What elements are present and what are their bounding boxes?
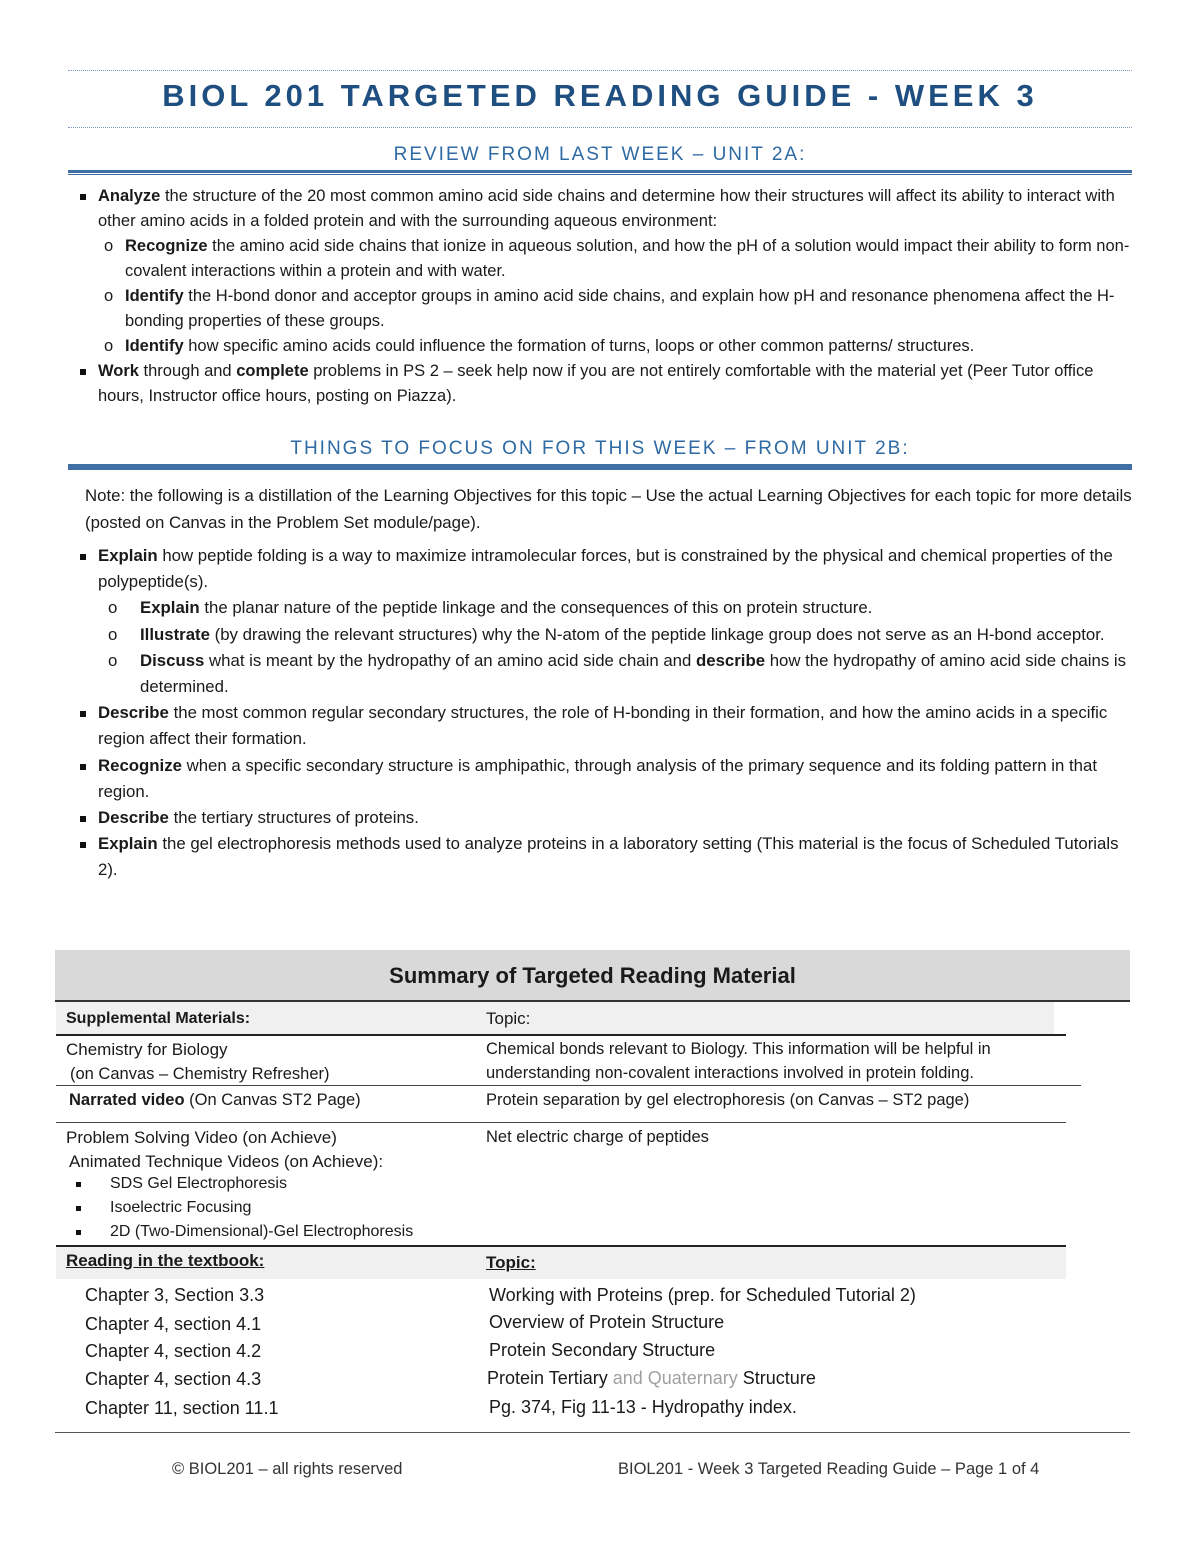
list-item	[68, 831, 1133, 883]
list-item	[68, 543, 1133, 595]
list-item	[76, 1172, 413, 1196]
objective-text: the amino acid side chains that ionize in aqueous solution, and how the pH of a solution would impact their ability to form non-covalent interactions within a protein and with water.	[125, 237, 1130, 280]
focus-heading: THINGS TO FOCUS ON FOR THIS WEEK – FROM UNIT 2B:	[290, 438, 910, 459]
objective-text: the tertiary structures of proteins.	[168, 808, 419, 828]
objective-verb: Work	[98, 362, 139, 380]
circle-bullet-icon: o	[108, 650, 118, 670]
topic-header: Topic:	[486, 1009, 531, 1028]
reading-chapter: Chapter 4, section 4.3	[85, 1369, 262, 1389]
objective-verb: Explain	[140, 598, 200, 618]
objective-verb: Describe	[98, 808, 169, 828]
footer-page-info: BIOL201 - Week 3 Targeted Reading Guide – Page 1 of 4	[618, 1460, 1040, 1478]
reading-topic-part: Protein Tertiary	[487, 1368, 613, 1388]
focus-list	[68, 543, 1133, 884]
square-bullet-icon	[76, 1182, 81, 1187]
list-item	[68, 359, 1133, 409]
narrated-video-location: (On Canvas ST2 Page)	[184, 1091, 361, 1109]
reading-chapter: Chapter 4, section 4.2	[85, 1341, 262, 1361]
square-bullet-icon	[76, 1230, 81, 1235]
square-bullet-icon	[80, 711, 86, 717]
list-item	[68, 334, 1133, 359]
objective-verb: Discuss	[140, 650, 205, 670]
reading-topic	[487, 1364, 816, 1392]
objective-verb: Identify	[125, 337, 184, 355]
circle-bullet-icon: o	[104, 337, 114, 355]
reading-topic-part: Structure	[737, 1368, 816, 1388]
problem-solving-topic: Net electric charge of peptides	[486, 1128, 709, 1146]
row-divider	[56, 1122, 1066, 1123]
title-dotted-rule	[68, 127, 1132, 128]
reading-chapter: Chapter 11, section 11.1	[85, 1398, 279, 1418]
chemistry-location: (on Canvas – Chemistry Refresher)	[70, 1065, 330, 1083]
reading-topic-header: Topic:	[486, 1253, 536, 1272]
animated-videos: Animated Technique Videos (on Achieve):	[69, 1152, 384, 1171]
list-item	[68, 700, 1133, 752]
square-bullet-icon	[80, 764, 86, 770]
square-bullet-icon	[80, 194, 86, 200]
reading-topic: Protein Secondary Structure	[489, 1340, 716, 1360]
circle-bullet-icon: o	[108, 598, 118, 618]
table-bottom-rule	[55, 1432, 1130, 1433]
review-heading: REVIEW FROM LAST WEEK – UNIT 2A:	[393, 144, 807, 165]
square-bullet-icon	[76, 1206, 81, 1211]
circle-bullet-icon: o	[104, 287, 114, 305]
narrated-video-label: Narrated video	[69, 1091, 185, 1109]
list-item	[68, 284, 1133, 334]
learning-objectives-note: Note: the following is a distillation of the Learning Objectives for this topic – Use the actual Learning Objectives for each topic for more details (posted on Canvas in the Problem Set module/page).	[85, 486, 1132, 532]
objective-text: the H-bond donor and acceptor groups in amino acid side chains, and explain how pH and resonance phenomena affect the H-bonding properties of these groups.	[125, 287, 1115, 330]
objective-text: the gel electrophoresis methods used to analyze proteins in a laboratory setting (This material is the focus of Scheduled Tutorials 2).	[98, 834, 1119, 880]
objective-verb: Analyze	[98, 187, 161, 205]
supplemental-header: Supplemental Materials:	[66, 1010, 251, 1027]
list-item	[68, 595, 1133, 621]
objective-text: how the hydropathy of amino acid side chains is determined.	[140, 650, 1127, 697]
reading-topic: Overview of Protein Structure	[489, 1312, 725, 1332]
reading-topic-part: and Quaternary	[612, 1368, 738, 1388]
list-item	[76, 1220, 413, 1244]
objective-verb: Recognize	[98, 755, 182, 775]
reading-topic: Working with Proteins (prep. for Scheduled Tutorial 2)	[489, 1285, 916, 1305]
focus-heading-rule	[68, 464, 1132, 470]
review-heading-rule	[68, 170, 1132, 175]
objective-text: problems in PS 2 – seek help now if you are not entirely comfortable with the material yet (Peer Tutor office hours, Instructor office hours, posting on Piazza).	[98, 362, 1094, 405]
square-bullet-icon	[80, 369, 86, 375]
page-title: BIOL 201 TARGETED READING GUIDE - WEEK 3	[162, 78, 1038, 113]
objective-verb: complete	[236, 362, 309, 380]
objective-text: what is meant by the hydropathy of an amino acid side chain and	[204, 650, 696, 670]
objective-verb: describe	[696, 650, 766, 670]
objective-text: how specific amino acids could influence the formation of turns, loops or other common patterns/ structures.	[183, 337, 975, 355]
circle-bullet-icon: o	[108, 624, 118, 644]
technique-video-title: Isoelectric Focusing	[110, 1199, 252, 1216]
reading-topic: Pg. 374, Fig 11-13 - Hydropathy index.	[489, 1397, 797, 1417]
square-bullet-icon	[80, 842, 86, 848]
reading-chapter: Chapter 3, Section 3.3	[85, 1285, 265, 1305]
objective-text: when a specific secondary structure is amphipathic, through analysis of the primary sequence and its folding pattern in that region.	[98, 755, 1098, 801]
footer-copyright: © BIOL201 – all rights reserved	[172, 1460, 403, 1478]
objective-text: the planar nature of the peptide linkage and the consequences of this on protein structure.	[199, 598, 873, 618]
list-item	[68, 184, 1133, 234]
list-item	[68, 234, 1133, 284]
review-list	[68, 184, 1133, 409]
chemistry-topic: Chemical bonds relevant to Biology. This information will be helpful in understanding non-covalent interactions involved in protein folding.	[486, 1040, 991, 1082]
circle-bullet-icon: o	[104, 237, 114, 255]
summary-heading: Summary of Targeted Reading Material	[55, 950, 1130, 1002]
list-item	[68, 648, 1133, 700]
objective-verb: Explain	[98, 834, 158, 854]
square-bullet-icon	[80, 554, 86, 560]
objective-text: the most common regular secondary structures, the role of H-bonding in their formation, and how the amino acids in a specific region affect their formation.	[98, 703, 1108, 749]
reading-header: Reading in the textbook:	[66, 1251, 265, 1270]
list-item	[76, 1196, 413, 1220]
objective-text: through and	[138, 362, 237, 380]
objective-text: (by drawing the relevant structures) why the N-atom of the peptide linkage group does not serve as an H-bond acceptor.	[209, 624, 1105, 644]
objective-verb: Identify	[125, 287, 184, 305]
objective-verb: Explain	[98, 546, 158, 565]
technique-video-list	[76, 1172, 413, 1244]
list-item	[68, 622, 1133, 648]
objective-verb: Recognize	[125, 237, 208, 255]
problem-solving-video: Problem Solving Video (on Achieve)	[66, 1128, 337, 1147]
row-divider	[56, 1085, 1081, 1086]
objective-text: how peptide folding is a way to maximize intramolecular forces, but is constrained by the physical and chemical properties of the polypeptide(s).	[98, 546, 1113, 592]
objective-text: the structure of the 20 most common amino acid side chains and determine how their structures will affect its ability to interact with other amino acids in a folded protein and with the surrounding aqueous environment:	[98, 187, 1115, 230]
narrated-video-topic: Protein separation by gel electrophoresis (on Canvas – ST2 page)	[486, 1091, 970, 1109]
chemistry-title: Chemistry for Biology	[66, 1040, 228, 1059]
objective-verb: Describe	[98, 703, 169, 723]
technique-video-title: 2D (Two-Dimensional)-Gel Electrophoresis	[110, 1223, 414, 1240]
list-item	[68, 753, 1133, 805]
row-divider	[56, 1034, 1066, 1036]
narrated-video	[69, 1088, 361, 1112]
top-dotted-rule	[68, 70, 1132, 71]
list-item	[68, 805, 1133, 831]
square-bullet-icon	[80, 816, 86, 822]
technique-video-title: SDS Gel Electrophoresis	[110, 1175, 287, 1192]
reading-chapter: Chapter 4, section 4.1	[85, 1314, 262, 1334]
objective-verb: Illustrate	[140, 624, 210, 644]
